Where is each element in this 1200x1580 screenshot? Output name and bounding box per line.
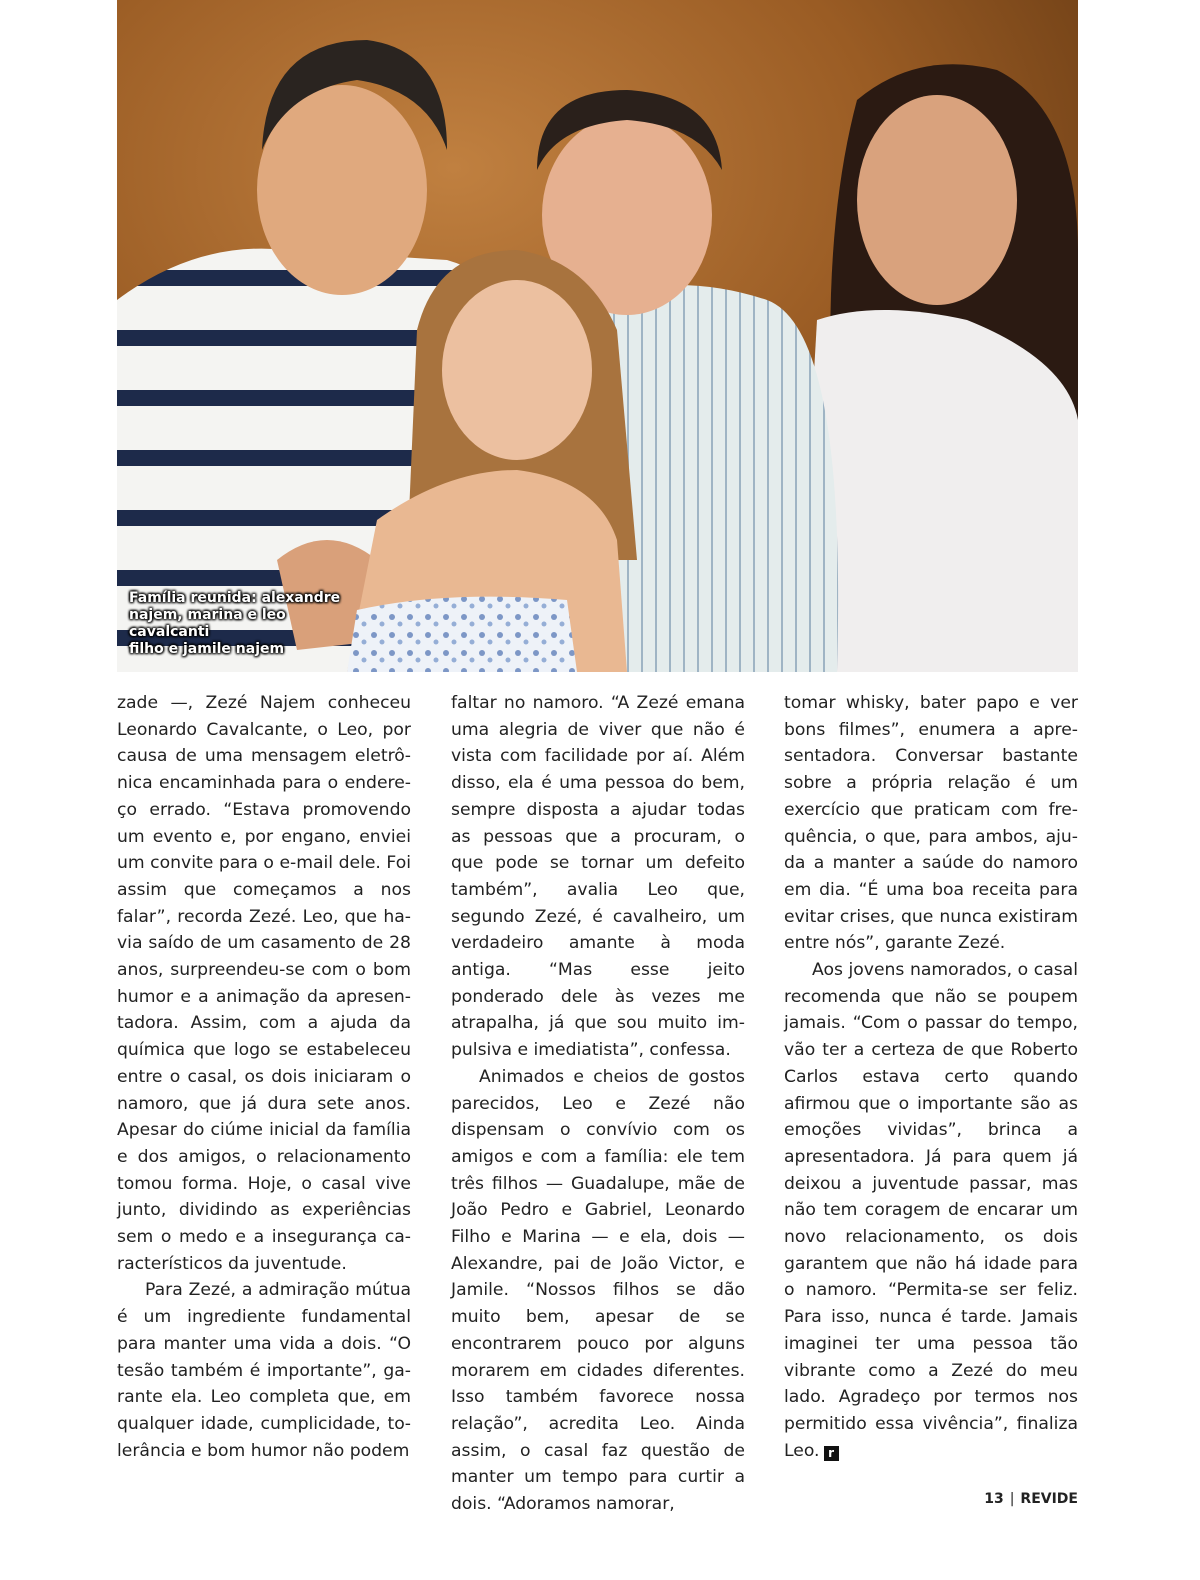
- page-number: 13: [984, 1491, 1004, 1507]
- page-footer: [984, 1491, 1078, 1507]
- paragraph: zade —, Zezé Najem conheceu Leonardo Cavalcante, o Leo, por causa de uma mensagem eletrônica encaminhada para o endereço errado. “Estava promovendo um evento e, por engano, enviei um convite para o e-mail dele. Foi assim que começamos a nos falar”, recorda Zezé. Leo, que havia saído de um casamento de 28 anos, surpreendeu-se com o bom humor e a animação da apresentadora. Assim, com a ajuda da química que logo se estabeleceu entre o casal, os dois iniciaram o namoro, que já dura sete anos. Apesar do ciúme inicial da família e dos amigos, o relacionamento tomou forma. Hoje, o casal vive junto, dividindo as experiências sem o medo e a insegurança característicos da juventude.: [117, 693, 411, 1274]
- paragraph: tomar whisky, bater papo e ver bons filmes”, enumera a apresentadora. Conversar bastante sobre a própria relação é um exercício que praticam com frequência, o que, para ambos, ajuda a manter a saúde do namoro em dia. “É uma boa receita para evitar crises, que nunca existiram entre nós”, garante Zezé.: [784, 693, 1078, 954]
- article-photo: [117, 0, 1078, 672]
- group-photo-illustration: [117, 0, 1078, 672]
- paragraph: Animados e cheios de gostos parecidos, Leo e Zezé não dispensam o convívio com os amigos e com a família: ele tem três filhos — Guadalupe, mãe de João Pedro e Gabriel, Leonardo Filho e Marina — e ela, dois — Alexandre, pai de João Victor, e Jamile. “Nossos filhos se dão muito bem, apesar de se encontrarem pouco por alguns morarem em cidades diferentes. Isso também favorece nossa relação”, acredita Leo. Ainda assim, o casal faz questão de manter um tempo para curtir a dois. “Adoramos namorar,: [451, 1066, 745, 1515]
- end-of-article-icon: r: [824, 1446, 839, 1461]
- photo-caption: Família reunida: alexandre najem, marina e leo cavalcanti filho e jamile najem: [129, 590, 341, 657]
- paragraph-text: Aos jovens namorados, o casal recomenda que não se poupem jamais. “Com o passar do tempo, vão ter a certeza de que Roberto Carlos estava certo quando afirmou que o importante são as emoções vividas”, brinca a apresentadora. Já para quem já deixou a juventude passar, mas não tem coragem de encarar um novo relacionamento, os dois garantem que não há idade para o namoro. “Permita-se ser feliz. Para isso, nunca é tarde. Jamais imaginei ter uma pessoa tão vibrante como a Zezé do meu lado. Agradeço por termos nos permitido essa vivência”, finaliza Leo.: [784, 960, 1078, 1461]
- paragraph: faltar no namoro. “A Zezé emana uma alegria de viver que não é vista com facilidade por aí. Além disso, ela é uma pessoa do bem, sempre disposta a ajudar todas as pessoas que a procuram, o que pode se tornar um defeito também”, avalia Leo que, segundo Zezé, é cavalheiro, um verdadeiro amante à moda antiga. “Mas esse jeito ponderado dele às vezes me atrapalha, já que sou muito impulsiva e imediatista”, confessa.: [451, 693, 745, 1061]
- magazine-name: REVIDE: [1020, 1491, 1078, 1507]
- paragraph: Para Zezé, a admiração mútua é um ingrediente fundamental para manter uma vida a dois. “O tesão também é importante”, garante ela. Leo completa que, em qualquer idade, cumplicidade, tolerância e bom humor não podem: [117, 1280, 411, 1461]
- article-column-3: [784, 690, 1078, 1464]
- article-column-1: [117, 690, 411, 1464]
- paragraph-final: [784, 957, 1078, 1464]
- article-column-2: [451, 690, 745, 1518]
- footer-separator: |: [1009, 1491, 1015, 1507]
